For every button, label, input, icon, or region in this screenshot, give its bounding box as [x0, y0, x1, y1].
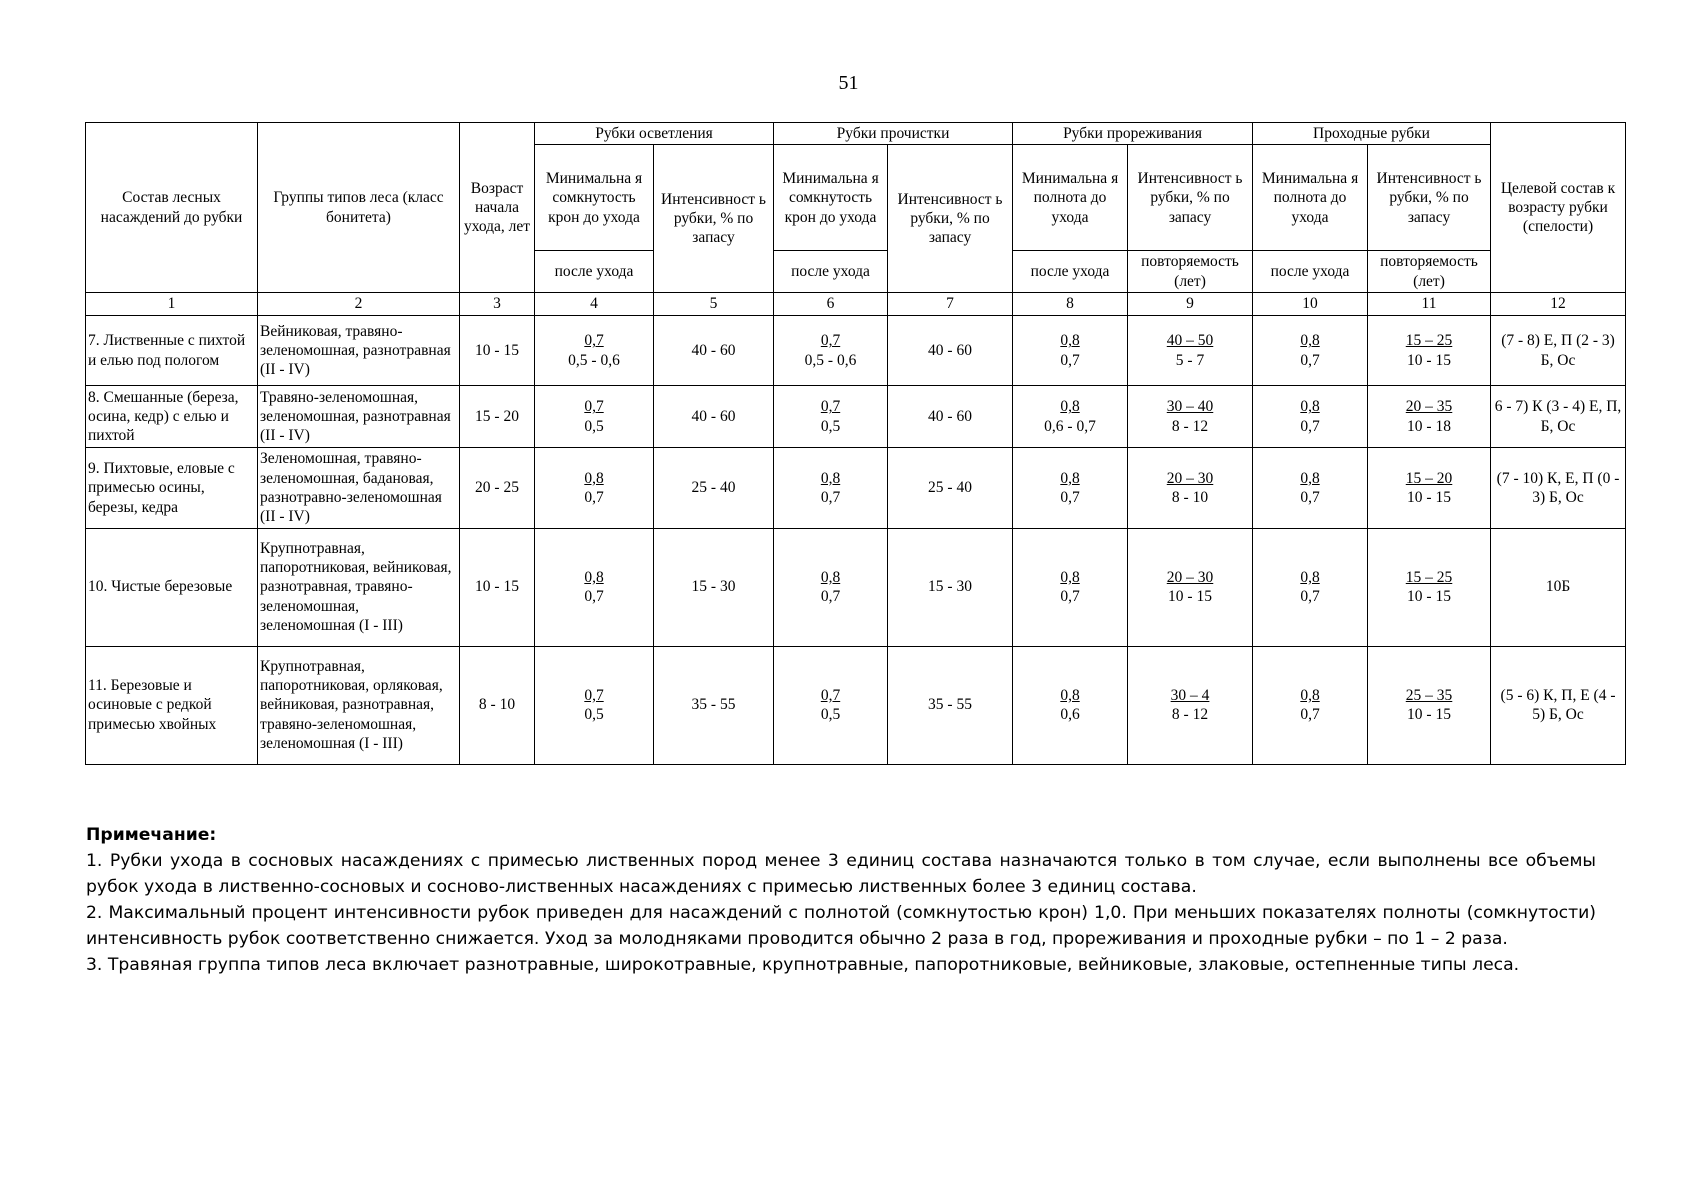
cell-prz-intensivnost-before: 30 – 40 [1166, 398, 1214, 416]
cell-ph-polnota-before: 0,8 [1300, 568, 1320, 586]
cell-ph-polnota-before: 0,8 [1300, 398, 1320, 416]
header-ph-posle: после ухода [1253, 251, 1368, 293]
cell-osv-somknutost-after: 0,7 [584, 588, 604, 606]
cell-osv-somknutost [535, 646, 654, 764]
cell-ph-intensivnost-before: 15 – 25 [1405, 332, 1453, 350]
cell-pr-somknutost-before: 0,7 [820, 332, 841, 350]
cell-pr-intensivnost: 40 - 60 [888, 386, 1013, 448]
cell-pr-somknutost-after: 0,7 [820, 488, 841, 506]
cell-ph-intensivnost [1368, 448, 1491, 529]
table-body [86, 316, 1626, 765]
cell-osv-intensivnost: 40 - 60 [654, 386, 774, 448]
cell-vozrast: 15 - 20 [460, 386, 535, 448]
notes-section [86, 822, 1596, 978]
cell-ph-intensivnost-after: 10 - 18 [1407, 417, 1451, 435]
cell-sostav: 7. Лиственные с пихтой и елью под пологом [86, 316, 258, 386]
column-number: 2 [258, 293, 460, 316]
page-number: 51 [838, 72, 859, 94]
cell-gruppy: Крупнотравная, папоротниковая, орляковая, вейниковая, разнотравная, травяно-зеленомошная, зеленомошная (I - III) [258, 646, 460, 764]
cell-ph-polnota-before: 0,8 [1300, 469, 1320, 487]
cell-prz-polnota-after: 0,7 [1060, 588, 1080, 606]
cell-ph-polnota [1253, 448, 1368, 529]
header-sostav: Состав лесных насаждений до рубки [86, 123, 258, 293]
table-row [86, 646, 1626, 764]
cell-pr-somknutost [774, 386, 888, 448]
cell-sostav: 10. Чистые березовые [86, 528, 258, 646]
column-number: 10 [1253, 293, 1368, 316]
header-gruppy: Группы типов леса (класс бонитета) [258, 123, 460, 293]
column-number: 6 [774, 293, 888, 316]
cell-ph-intensivnost-after: 10 - 15 [1407, 706, 1451, 724]
cell-osv-intensivnost: 25 - 40 [654, 448, 774, 529]
table-row [86, 528, 1626, 646]
cell-osv-somknutost [535, 528, 654, 646]
cell-gruppy: Травяно-зеленомошная, зеленомошная, разнотравная (II - IV) [258, 386, 460, 448]
cell-celevoy: 10Б [1491, 528, 1626, 646]
header-ph-min: Минимальна я полнота до ухода [1253, 145, 1368, 251]
cell-vozrast: 10 - 15 [460, 528, 535, 646]
cell-prz-intensivnost-after: 8 - 12 [1171, 417, 1209, 435]
cell-pr-intensivnost: 40 - 60 [888, 316, 1013, 386]
cell-ph-polnota [1253, 528, 1368, 646]
header-rubki-osvetleniya: Рубки осветления [535, 123, 774, 145]
cell-prz-polnota-before: 0,8 [1060, 686, 1080, 704]
cell-vozrast: 8 - 10 [460, 646, 535, 764]
column-number: 7 [888, 293, 1013, 316]
cell-prz-intensivnost [1128, 386, 1253, 448]
cell-ph-polnota [1253, 316, 1368, 386]
header-celevoy: Целевой состав к возрасту рубки (спелости) [1491, 123, 1626, 293]
cell-pr-somknutost [774, 316, 888, 386]
cell-osv-intensivnost: 35 - 55 [654, 646, 774, 764]
cell-prz-intensivnost-before: 30 – 4 [1170, 686, 1210, 704]
cell-prz-intensivnost [1128, 528, 1253, 646]
column-number: 9 [1128, 293, 1253, 316]
cell-pr-somknutost-after: 0,7 [820, 588, 841, 606]
table-row [86, 316, 1626, 386]
cell-prz-intensivnost [1128, 646, 1253, 764]
cell-pr-intensivnost: 25 - 40 [888, 448, 1013, 529]
column-number: 8 [1013, 293, 1128, 316]
cell-prz-polnota [1013, 316, 1128, 386]
cell-pr-somknutost-after: 0,5 [820, 706, 841, 724]
cell-pr-intensivnost: 15 - 30 [888, 528, 1013, 646]
table-row [86, 448, 1626, 529]
cell-prz-polnota-before: 0,8 [1060, 568, 1080, 586]
cell-celevoy: (7 - 10) К, Е, П (0 - 3) Б, Ос [1491, 448, 1626, 529]
cell-osv-somknutost [535, 448, 654, 529]
cell-prz-polnota-after: 0,7 [1060, 488, 1080, 506]
column-number: 3 [460, 293, 535, 316]
cell-osv-intensivnost: 15 - 30 [654, 528, 774, 646]
cell-vozrast: 20 - 25 [460, 448, 535, 529]
column-number: 12 [1491, 293, 1626, 316]
cell-celevoy: 6 - 7) К (3 - 4) Е, П, Б, Ос [1491, 386, 1626, 448]
cell-prz-polnota-after: 0,7 [1060, 351, 1080, 369]
cell-pr-somknutost [774, 646, 888, 764]
header-prz-min: Минимальна я полнота до ухода [1013, 145, 1128, 251]
cell-ph-polnota-after: 0,7 [1300, 488, 1320, 506]
cell-prz-polnota-before: 0,8 [1060, 332, 1080, 350]
cell-pr-somknutost-before: 0,8 [820, 469, 841, 487]
cell-prz-intensivnost-before: 20 – 30 [1166, 568, 1214, 586]
cell-osv-somknutost-after: 0,7 [584, 488, 604, 506]
cell-vozrast: 10 - 15 [460, 316, 535, 386]
cell-sostav: 9. Пихтовые, еловые с примесью осины, березы, кедра [86, 448, 258, 529]
cell-ph-polnota-after: 0,7 [1300, 417, 1320, 435]
cell-ph-intensivnost-after: 10 - 15 [1407, 351, 1451, 369]
cell-osv-somknutost-after: 0,5 [584, 417, 604, 435]
header-prz-povtor: повторяемость (лет) [1128, 251, 1253, 293]
header-pr-posle: после ухода [774, 251, 888, 293]
column-number: 5 [654, 293, 774, 316]
header-prz-posle: после ухода [1013, 251, 1128, 293]
table-row [86, 386, 1626, 448]
cell-gruppy: Крупнотравная, папоротниковая, вейниковая, разнотравная, травяно-зеленомошная, зеленомошная (I - III) [258, 528, 460, 646]
header-ph-int: Интенсивност ь рубки, % по запасу [1368, 145, 1491, 251]
cell-pr-somknutost [774, 528, 888, 646]
cell-prz-polnota-before: 0,8 [1060, 398, 1080, 416]
cell-ph-intensivnost-before: 15 – 25 [1405, 568, 1453, 586]
cell-ph-polnota-before: 0,8 [1300, 332, 1320, 350]
cell-prz-intensivnost-after: 10 - 15 [1168, 588, 1212, 606]
cell-prz-intensivnost-before: 40 – 50 [1166, 332, 1214, 350]
cell-pr-somknutost-before: 0,7 [820, 686, 841, 704]
header-rubki-prochistki: Рубки прочистки [774, 123, 1013, 145]
cell-osv-somknutost [535, 386, 654, 448]
header-pr-int: Интенсивност ь рубки, % по запасу [888, 145, 1013, 293]
cell-osv-somknutost-after: 0,5 - 0,6 [568, 351, 620, 369]
cell-prz-polnota [1013, 448, 1128, 529]
cell-ph-polnota-before: 0,8 [1300, 686, 1320, 704]
column-number: 4 [535, 293, 654, 316]
cell-pr-somknutost-before: 0,8 [820, 568, 841, 586]
cell-pr-intensivnost: 35 - 55 [888, 646, 1013, 764]
cell-osv-somknutost-before: 0,7 [584, 398, 604, 416]
cell-ph-intensivnost [1368, 316, 1491, 386]
cell-pr-somknutost-before: 0,7 [820, 398, 841, 416]
cell-ph-intensivnost-before: 20 – 35 [1405, 398, 1453, 416]
cell-ph-polnota-after: 0,7 [1300, 706, 1320, 724]
header-vozrast: Возраст начала ухода, лет [460, 123, 535, 293]
cell-ph-polnota-after: 0,7 [1300, 351, 1320, 369]
forest-care-table [85, 122, 1626, 765]
cell-prz-polnota [1013, 386, 1128, 448]
cell-sostav: 11. Березовые и осиновые с редкой примесью хвойных [86, 646, 258, 764]
cell-osv-somknutost-before: 0,7 [584, 332, 604, 350]
cell-prz-intensivnost-after: 8 - 10 [1171, 488, 1209, 506]
cell-osv-somknutost-after: 0,5 [584, 706, 604, 724]
note-item: 3. Травяная группа типов леса включает разнотравные, широкотравные, крупнотравные, папоротниковые, вейниковые, злаковые, остепненные типы леса. [86, 955, 1520, 975]
note-item: 2. Максимальный процент интенсивности рубок приведен для насаждений с полнотой (сомкнутостью крон) 1,0. При меньших показателях полноты (сомкнутости) интенсивность рубок соответственно снижается. Уход за молодняками проводится обычно 2 раза в год, прореживания и проходные рубки – по 1 – 2 раза. [86, 903, 1596, 949]
cell-prz-polnota [1013, 528, 1128, 646]
cell-ph-intensivnost [1368, 528, 1491, 646]
cell-ph-intensivnost-before: 25 – 35 [1405, 686, 1453, 704]
column-number: 1 [86, 293, 258, 316]
cell-celevoy: (5 - 6) К, П, Е (4 - 5) Б, Ос [1491, 646, 1626, 764]
cell-ph-intensivnost [1368, 386, 1491, 448]
cell-ph-intensivnost-before: 15 – 20 [1405, 469, 1453, 487]
header-osv-posle: после ухода [535, 251, 654, 293]
cell-gruppy: Зеленомошная, травяно-зеленомошная, бадановая, разнотравно-зеленомошная (II - IV) [258, 448, 460, 529]
column-numbers-row [86, 293, 1626, 316]
cell-osv-intensivnost: 40 - 60 [654, 316, 774, 386]
cell-prz-intensivnost [1128, 316, 1253, 386]
cell-prz-intensivnost-after: 8 - 12 [1171, 706, 1209, 724]
cell-celevoy: (7 - 8) Е, П (2 - 3) Б, Ос [1491, 316, 1626, 386]
cell-osv-somknutost-before: 0,7 [584, 686, 604, 704]
header-ph-povtor: повторяемость (лет) [1368, 251, 1491, 293]
header-prz-int: Интенсивност ь рубки, % по запасу [1128, 145, 1253, 251]
cell-pr-somknutost [774, 448, 888, 529]
cell-prz-polnota-after: 0,6 [1060, 706, 1080, 724]
header-rubki-prorezhivaniya: Рубки прореживания [1013, 123, 1253, 145]
cell-ph-polnota-after: 0,7 [1300, 588, 1320, 606]
cell-prz-intensivnost-after: 5 - 7 [1175, 351, 1205, 369]
notes-title: Примечание: [86, 825, 217, 845]
cell-sostav: 8. Смешанные (береза, осина, кедр) с елью и пихтой [86, 386, 258, 448]
cell-pr-somknutost-after: 0,5 - 0,6 [804, 351, 857, 369]
cell-prz-polnota-after: 0,6 - 0,7 [1044, 417, 1096, 435]
cell-ph-intensivnost-after: 10 - 15 [1407, 488, 1451, 506]
cell-prz-polnota [1013, 646, 1128, 764]
cell-ph-intensivnost [1368, 646, 1491, 764]
column-number: 11 [1368, 293, 1491, 316]
cell-osv-somknutost-before: 0,8 [584, 469, 604, 487]
header-pr-min: Минимальна я сомкнутость крон до ухода [774, 145, 888, 251]
cell-gruppy: Вейниковая, травяно-зеленомошная, разнотравная (II - IV) [258, 316, 460, 386]
header-osv-int: Интенсивност ь рубки, % по запасу [654, 145, 774, 293]
note-item: 1. Рубки ухода в сосновых насаждениях с примесью лиственных пород менее 3 единиц состава назначаются только в том случае, если выполнены все объемы рубок ухода в лиственно-сосновых и сосново-лиственных насаждениях с примесью лиственных более 3 единиц состава. [86, 851, 1596, 897]
cell-ph-polnota [1253, 386, 1368, 448]
header-prohodnye-rubki: Проходные рубки [1253, 123, 1491, 145]
cell-ph-intensivnost-after: 10 - 15 [1407, 588, 1451, 606]
cell-osv-somknutost-before: 0,8 [584, 568, 604, 586]
cell-prz-intensivnost-before: 20 – 30 [1166, 469, 1214, 487]
cell-prz-intensivnost [1128, 448, 1253, 529]
cell-prz-polnota-before: 0,8 [1060, 469, 1080, 487]
cell-osv-somknutost [535, 316, 654, 386]
header-osv-min: Минимальна я сомкнутость крон до ухода [535, 145, 654, 251]
cell-pr-somknutost-after: 0,5 [820, 417, 841, 435]
cell-ph-polnota [1253, 646, 1368, 764]
